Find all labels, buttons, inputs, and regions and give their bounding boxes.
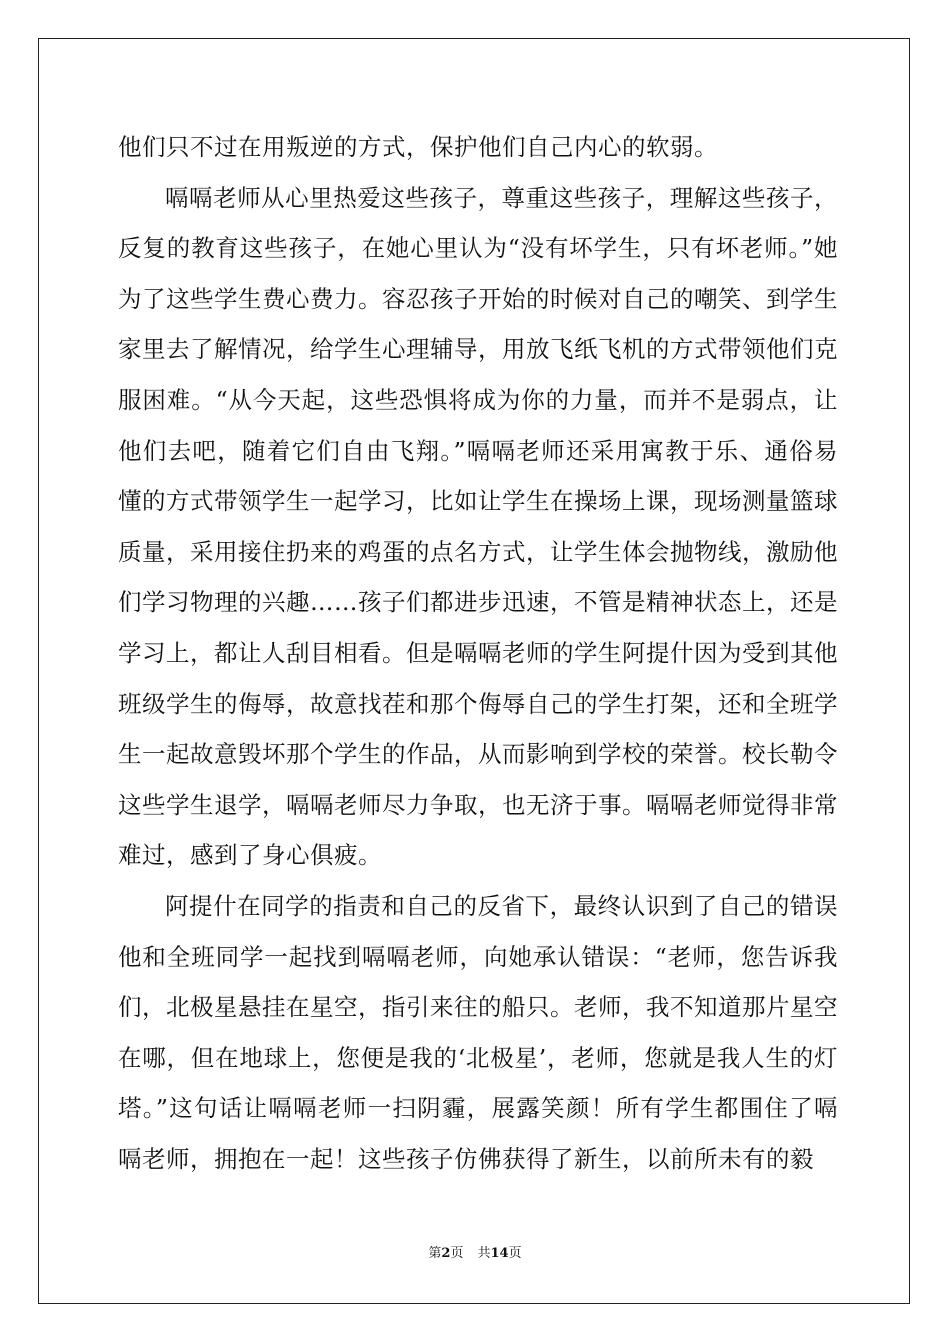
total-pages: 14 xyxy=(490,1246,509,1261)
page-suffix: 页 xyxy=(450,1246,464,1261)
paragraph-1: 他们只不过在用叛逆的方式，保护他们自己内心的软弱。 xyxy=(118,133,718,161)
paragraph-3: 阿提什在同学的指责和自己的反省下，最终认识到了自己的错误他和全班同学一起找到嗝嗝老师，向她承认错误：“老师，您告诉我们，北极星悬挂在星空，指引来往的船只。老师，我不知道那片星空在哪，但在地球上，您便是我的‘北极星’，老师，您就是我人生的灯塔。”这句话让嗝嗝老师一扫阴霾，展露笑颜！所有学生都围住了嗝嗝老师，拥抱在一起！这些孩子仿佛获得了新生，以前所未有的毅 xyxy=(118,891,838,1173)
document-body xyxy=(118,122,838,1184)
total-prefix: 共 xyxy=(477,1246,491,1261)
page-prefix: 第 xyxy=(428,1246,442,1261)
page-number: 2 xyxy=(441,1246,451,1261)
page-footer xyxy=(0,1242,950,1261)
total-suffix: 页 xyxy=(508,1246,522,1261)
paragraph-2: 嗝嗝老师从心里热爱这些孩子，尊重这些孩子，理解这些孩子，反复的教育这些孩子，在她心里认为“没有坏学生，只有坏老师。”她为了这些学生费心费力。容忍孩子开始的时候对自己的嘲笑、到学生家里去了解情况，给学生心理辅导，用放飞纸飞机的方式带领他们克服困难。“从今天起，这些恐惧将成为你的力量，而并不是弱点，让他们去吧，随着它们自由飞翔。”嗝嗝老师还采用寓教于乐、通俗易懂的方式带领学生一起学习，比如让学生在操场上课，现场测量篮球质量，采用接住扔来的鸡蛋的点名方式，让学生体会抛物线，激励他们学习物理的兴趣……孩子们都进步迅速，不管是精神状态上，还是学习上，都让人刮目相看。但是嗝嗝老师的学生阿提什因为受到其他班级学生的侮辱，故意找茬和那个侮辱自己的学生打架，还和全班学生一起故意毁坏那个学生的作品，从而影响到学校的荣誉。校长勒令这些学生退学，嗝嗝老师尽力争取，也无济于事。嗝嗝老师觉得非常难过，感到了身心俱疲。 xyxy=(118,183,838,870)
